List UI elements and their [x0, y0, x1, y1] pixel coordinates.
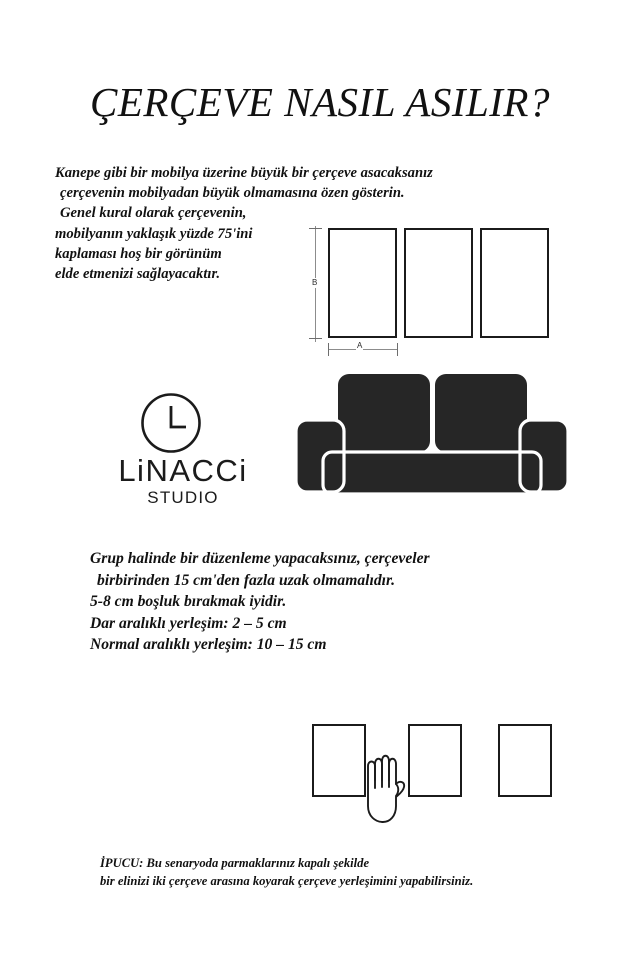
tip-line-2: bir elinizi iki çerçeve arasına koyarak çerçeve yerleşimini yapabilirsiniz. [100, 873, 474, 888]
logo-wordmark: LiNACCi [118, 453, 248, 488]
group-line-2: birbirinden 15 cm'den fazla uzak olmamalıdır. [97, 571, 396, 589]
brand-logo [88, 392, 278, 510]
intro-line-2: çerçevenin mobilyadan büyük olmamasına özen gösterin. [60, 185, 405, 202]
group-line-3: 5-8 cm boşluk bırakmak iyidir. [90, 593, 287, 611]
logo-subtitle: STUDIO [147, 488, 219, 507]
frame-outline [404, 228, 473, 338]
width-dimension-label: A [357, 341, 363, 350]
frame-diagram-top [300, 222, 560, 352]
height-dimension-label: B [312, 278, 318, 287]
intro-line-3: Genel kural olarak çerçevenin, [60, 205, 247, 222]
width-dimension-line [326, 342, 400, 356]
page-title: ÇERÇEVE NASIL ASILIR? [90, 79, 550, 125]
open-hand-icon [357, 740, 419, 824]
dimension-tick-bottom [309, 338, 322, 339]
dimension-tick-right [397, 343, 398, 356]
intro-line-6: elde etmenizi sağlayacaktır. [55, 266, 220, 283]
dimension-tick-top [309, 228, 322, 229]
clock-circle-icon [140, 392, 202, 454]
intro-line-5: kaplaması hoş bir görünüm [55, 245, 222, 262]
sofa-icon [292, 368, 570, 496]
frame-outline [498, 724, 552, 797]
height-dimension-line [308, 222, 322, 346]
group-line-5: Normal aralıklı yerleşim: 10 – 15 cm [90, 636, 327, 654]
tip-line-1: İPUCU: Bu senaryoda parmaklarınız kapalı şekilde [100, 856, 370, 870]
intro-line-4: mobilyanın yaklaşık yüzde 75'ini [55, 225, 253, 242]
group-arrangement-paragraph [90, 548, 430, 656]
group-line-1: Grup halinde bir düzenleme yapacaksınız, çerçeveler [90, 550, 430, 567]
frame-outline [328, 228, 397, 338]
dimension-tick-left [328, 343, 329, 356]
tip-paragraph [100, 855, 473, 890]
frame-diagram-bottom [308, 724, 558, 824]
intro-line-1: Kanepe gibi bir mobilya üzerine büyük bir çerçeve asacaksanız [55, 165, 433, 181]
group-line-4: Dar aralıklı yerleşim: 2 – 5 cm [90, 614, 287, 632]
frame-outline [480, 228, 549, 338]
